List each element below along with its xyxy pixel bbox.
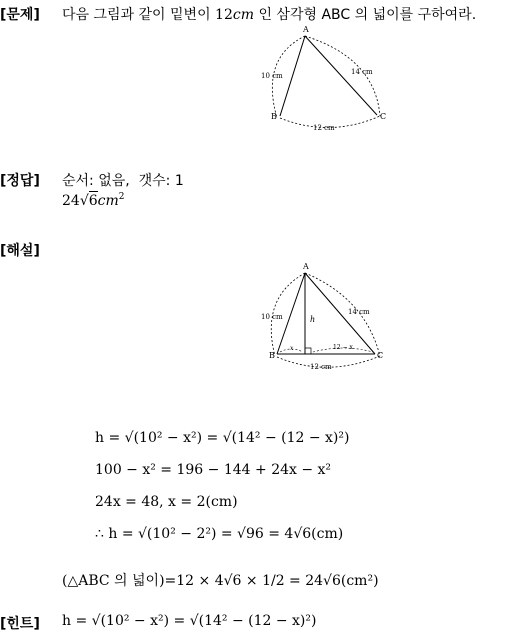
answer-coef: 24 bbox=[62, 193, 80, 209]
fig1-side-ab: 10 cm bbox=[261, 72, 283, 80]
answer-meta: 순서: 없음, 갯수: 1 bbox=[62, 173, 184, 189]
problem-text-before: 다음 그림과 같이 밑변이 bbox=[62, 7, 216, 23]
fig1-side-bc: 12 cm bbox=[313, 124, 335, 132]
fig2-vertex-b: B bbox=[269, 351, 275, 360]
fig2-height-label: h bbox=[310, 315, 316, 324]
fig2-side-bc: 12 cm bbox=[310, 363, 332, 371]
fig2-side-ab: 10 cm bbox=[261, 313, 283, 321]
fig1-vertex-a: A bbox=[303, 25, 309, 34]
problem-base-unit: cm bbox=[232, 7, 254, 23]
problem-base-num: 12 bbox=[215, 7, 233, 23]
answer-radicand: 6 bbox=[88, 193, 98, 209]
answer-label: [정답] bbox=[0, 173, 40, 189]
problem-label: [문제] bbox=[0, 7, 40, 23]
solution-line-4: ∴ h = √(10² − 2²) = √96 = 4√6(cm) bbox=[95, 526, 344, 542]
problem-text-after: 인 삼각형 ABC 의 넓이를 구하여라. bbox=[254, 7, 477, 23]
fig2-vertex-c: C bbox=[377, 351, 384, 360]
solution-line-1: h = √(10² − x²) = √(14² − (12 − x)²) bbox=[95, 430, 350, 446]
fig2-vertex-a: A bbox=[303, 262, 309, 271]
solution-line-2: 100 − x² = 196 − 144 + 24x − x² bbox=[95, 462, 332, 478]
fig1-side-ac: 14 cm bbox=[351, 68, 373, 76]
answer-sqrt: √6 bbox=[79, 193, 98, 209]
triangle-figure-1 bbox=[255, 18, 395, 138]
hint-label: [힌트] bbox=[0, 616, 40, 632]
hint-formula: h = √(10² − x²) = √(14² − (12 − x)²) bbox=[62, 613, 317, 629]
fig2-side-ac: 14 cm bbox=[348, 308, 370, 316]
triangle-figure-2 bbox=[255, 258, 395, 378]
fig2-seg-rest: 12 − x bbox=[333, 344, 353, 351]
fig2-seg-x: x bbox=[290, 345, 294, 352]
answer-value bbox=[62, 193, 125, 209]
solution-line-3: 24x = 48, x = 2(cm) bbox=[95, 494, 238, 510]
solution-line-5: (△ABC 의 넓이)=12 × 4√6 × 1/2 = 24√6(cm²) bbox=[62, 573, 379, 589]
answer-exponent: 2 bbox=[118, 192, 125, 202]
fig1-vertex-b: B bbox=[271, 112, 277, 121]
solution-label: [해설] bbox=[0, 243, 40, 259]
answer-unit: cm bbox=[97, 193, 119, 209]
fig1-vertex-c: C bbox=[380, 112, 387, 121]
